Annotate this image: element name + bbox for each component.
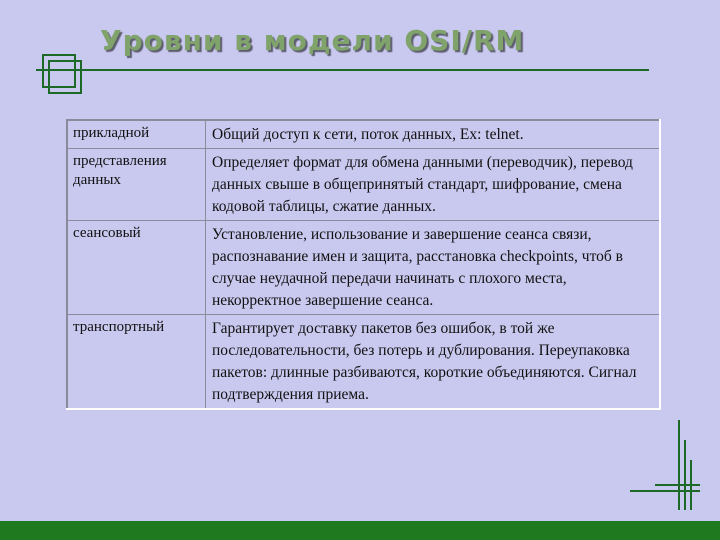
description-cell: Общий доступ к сети, поток данных, Ex: telnet. <box>206 120 661 149</box>
level-cell: прикладной <box>67 120 206 149</box>
osi-levels-table <box>66 119 661 410</box>
description-cell: Установление, использование и завершение сеанса связи, распознавание имен и защита, расстановка checkpoints, чтоб в случае неудачной передачи начинать с плохого места, некорректное завершение сеанса. <box>206 221 661 315</box>
table-row <box>67 120 660 149</box>
decor-line <box>630 490 700 492</box>
description-cell: Определяет формат для обмена данными (переводчик), перевод данных свыше в общепринятый стандарт, шифрование, смена кодовой таблицы, сжатие данных. <box>206 149 661 221</box>
level-cell: представления данных <box>67 149 206 221</box>
table-row <box>67 315 660 410</box>
title-underline <box>36 69 649 71</box>
description-cell: Гарантирует доставку пакетов без ошибок, в той же последовательности, без потерь и дублирования. Переупаковка пакетов: длинные разбиваются, короткие объединяются. Сигнал подтверждения приема. <box>206 315 661 410</box>
slide-title: Уровни в модели OSI/RM <box>100 24 525 57</box>
table-row <box>67 149 660 221</box>
footer-bar <box>0 521 720 540</box>
level-cell: сеансовый <box>67 221 206 315</box>
level-cell: транспортный <box>67 315 206 410</box>
decor-line <box>678 420 680 510</box>
decor-line <box>655 484 700 486</box>
decor-line <box>684 440 686 510</box>
table-row <box>67 221 660 315</box>
decor-square <box>48 60 82 94</box>
